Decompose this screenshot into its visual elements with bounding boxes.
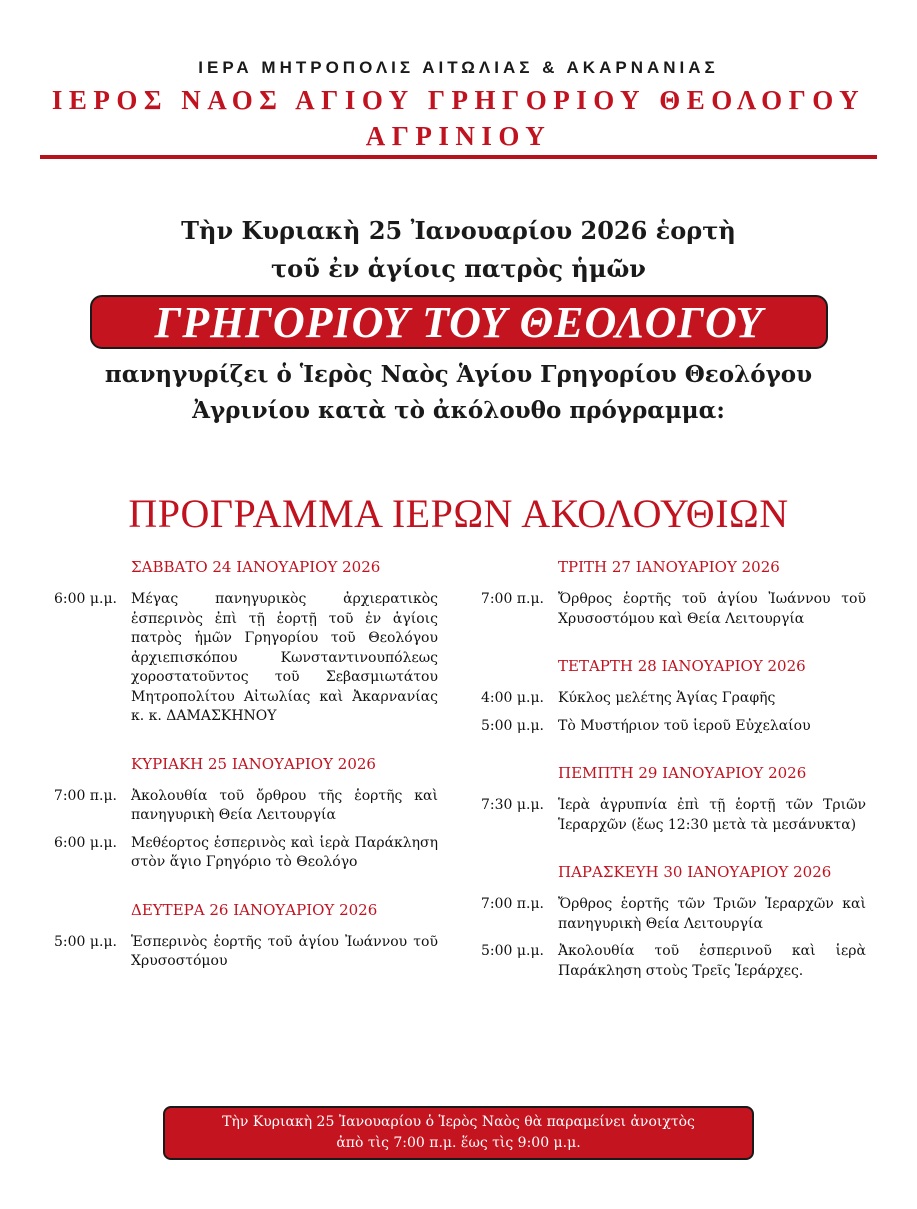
entry-time: 7:30 μ.μ.: [481, 797, 544, 813]
church-title: [0, 82, 917, 154]
day-block: [468, 556, 866, 629]
schedule-entry: [468, 942, 866, 981]
opening-hours-notice: [163, 1106, 754, 1160]
schedule-entry: [468, 796, 866, 835]
schedule-entry: [38, 590, 438, 727]
day-block: [38, 753, 438, 873]
entry-time: 4:00 μ.μ.: [481, 690, 544, 706]
entry-time: 5:00 μ.μ.: [481, 717, 544, 734]
subtitle-text: [0, 357, 917, 429]
day-heading: ΤΡΙΤΗ 27 ΙΑΝΟΥΑΡΙΟΥ 2026: [558, 558, 780, 576]
day-heading: ΠΑΡΑΣΚΕΥΗ 30 ΙΑΝΟΥΑΡΙΟΥ 2026: [558, 863, 832, 881]
program-title: ΠΡΟΓΡΑΜΜΑ ΙΕΡΩΝ ΑΚΟΛΟΥΘΙΩΝ: [128, 491, 789, 536]
schedule-entry: [38, 933, 438, 972]
entry-description: Κύκλος μελέτης Ἁγίας Γραφῆς: [558, 690, 776, 706]
entry-time: 5:00 μ.μ.: [481, 943, 544, 959]
schedule-entry: [38, 787, 438, 826]
entry-time: 7:00 π.μ.: [53, 787, 117, 804]
schedule-right-column: [468, 556, 866, 1007]
entry-description: Μέγας πανηγυρικὸς ἀρχιερατικὸς ἑσπερινὸς ἐπὶ τῇ ἑορτῇ τοῦ ἐν ἁγίοις πατρὸς ἡμῶν Γρηγορίου τοῦ Θεολόγου ἀρχιεπισκόπου Κωνσταντινουπόλεως χοροστατοῦντος τοῦ Σεβασμιωτάτου Μητροπολίτου Αἰτωλίας καὶ Ἀκαρνανίας κ. κ. ΔΑΜΑΣΚΗΝΟΥ: [131, 591, 438, 724]
church-title-line1: ΙΕΡΟΣ ΝΑΟΣ ΑΓΙΟΥ ΓΡΗΓΟΡΙΟΥ ΘΕΟΛΟΓΟΥ: [51, 85, 866, 115]
schedule-entry: [468, 895, 866, 934]
day-block: [468, 861, 866, 981]
schedule-entry: [38, 834, 438, 873]
intro-line1: Τὴν Κυριακὴ 25 Ἰανουαρίου 2026 ἑορτὴ: [181, 216, 736, 245]
schedule-entry: [468, 689, 866, 709]
intro-text: [0, 212, 917, 288]
feast-name: ΓΡΗΓΟΡΙΟΥ ΤΟΥ ΘΕΟΛΟΓΟΥ: [154, 297, 764, 347]
schedule-entry: [468, 717, 866, 737]
entry-time: 7:00 π.μ.: [480, 896, 544, 912]
entry-time: 6:00 μ.μ.: [54, 591, 117, 607]
entry-time: 5:00 μ.μ.: [54, 933, 117, 950]
day-heading: ΚΥΡΙΑΚΗ 25 ΙΑΝΟΥΑΡΙΟΥ 2026: [131, 754, 376, 773]
feast-banner: [90, 295, 828, 349]
day-block: [38, 899, 438, 972]
notice-line2: ἀπὸ τὶς 7:00 π.μ. ἕως τὶς 9:00 μ.μ.: [336, 1135, 581, 1151]
day-heading: ΠΕΜΠΤΗ 29 ΙΑΝΟΥΑΡΙΟΥ 2026: [558, 764, 807, 782]
day-block: [468, 655, 866, 736]
subtitle-line2: Ἀγρινίου κατὰ τὸ ἀκόλουθο πρόγραμμα:: [192, 397, 725, 424]
day-block: [38, 556, 438, 727]
header-divider: [40, 155, 877, 159]
schedule-left-column: [38, 556, 438, 998]
intro-line2: τοῦ ἐν ἁγίοις πατρὸς ἡμῶν: [271, 254, 646, 283]
entry-description: Τὸ Μυστήριον τοῦ ἱεροῦ Εὐχελαίου: [558, 717, 811, 734]
entry-description: Ὄρθρος ἑορτῆς τῶν Τριῶν Ἱεραρχῶν καὶ πανηγυρικὴ Θεία Λειτουργία: [558, 896, 866, 932]
schedule-entry: [468, 590, 866, 629]
entry-time: 6:00 μ.μ.: [54, 834, 117, 851]
entry-description: Ἀκολουθία τοῦ ὄρθρου τῆς ἑορτῆς καὶ πανηγυρικὴ Θεία Λειτουργία: [131, 787, 438, 823]
day-block: [468, 762, 866, 835]
day-heading: ΣΑΒΒΑΤΟ 24 ΙΑΝΟΥΑΡΙΟΥ 2026: [131, 558, 381, 576]
day-heading: ΔΕΥΤΕΡΑ 26 ΙΑΝΟΥΑΡΙΟΥ 2026: [131, 900, 378, 919]
church-title-line2: ΑΓΡΙΝΙΟΥ: [365, 121, 552, 151]
entry-description: Ὄρθρος ἑορτῆς τοῦ ἁγίου Ἰωάννου τοῦ Χρυσοστόμου καὶ Θεία Λειτουργία: [558, 591, 866, 627]
entry-time: 7:00 π.μ.: [480, 591, 544, 607]
entry-description: Ἱερὰ ἀγρυπνία ἐπὶ τῇ ἑορτῇ τῶν Τριῶν Ἱεραρχῶν (ἕως 12:30 μετὰ τὰ μεσάνυκτα): [558, 797, 866, 833]
day-heading: ΤΕΤΑΡΤΗ 28 ΙΑΝΟΥΑΡΙΟΥ 2026: [558, 657, 806, 675]
subtitle-line1: πανηγυρίζει ὁ Ἱερὸς Ναὸς Ἁγίου Γρηγορίου Θεολόγου: [104, 361, 813, 388]
entry-description: Ἑσπερινὸς ἑορτῆς τοῦ ἁγίου Ἰωάννου τοῦ Χρυσοστόμου: [131, 933, 438, 969]
entry-description: Μεθέορτος ἑσπερινὸς καὶ ἱερὰ Παράκληση στὸν ἅγιο Γρηγόριο τὸ Θεολόγο: [131, 834, 438, 870]
metropolis-title: ΙΕΡΑ ΜΗΤΡΟΠΟΛΙΣ ΑΙΤΩΛΙΑΣ & ΑΚΑΡΝΑΝΙΑΣ: [198, 58, 719, 77]
notice-line1: Τὴν Κυριακὴ 25 Ἰανουαρίου ὁ Ἱερὸς Ναὸς θὰ παραμείνει ἀνοιχτὸς: [222, 1114, 695, 1130]
entry-description: Ἀκολουθία τοῦ ἑσπερινοῦ καὶ ἱερὰ Παράκληση στοὺς Τρεῖς Ἱεράρχες.: [558, 943, 866, 979]
